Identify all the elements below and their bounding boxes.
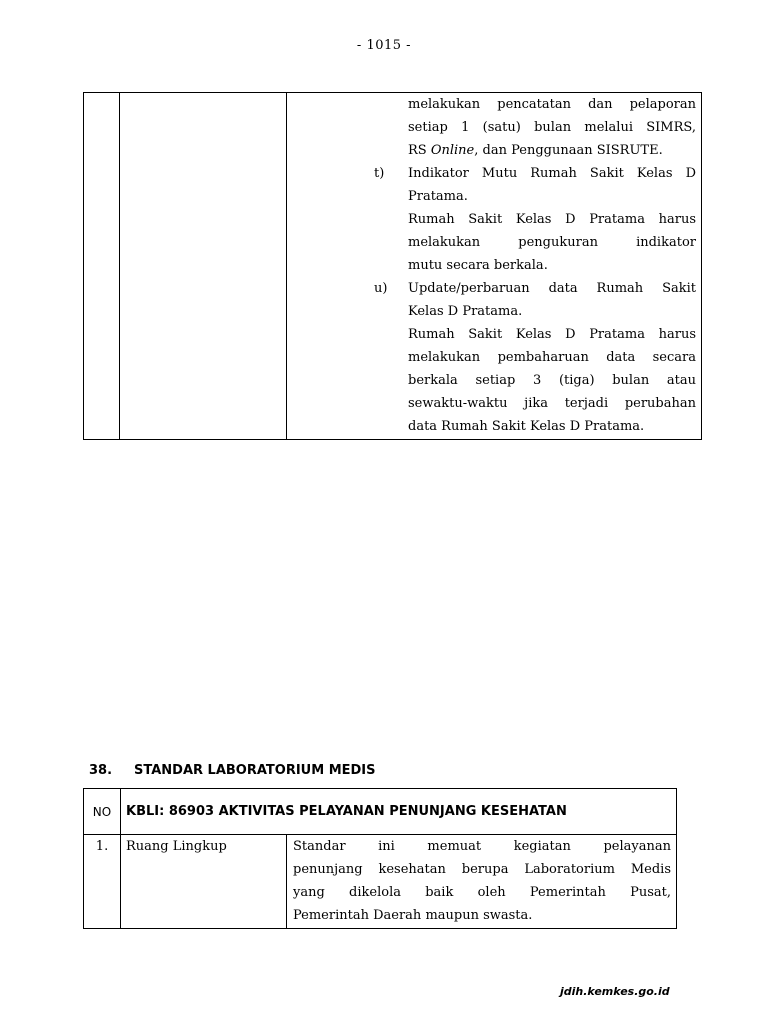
line-text-part: RS <box>408 143 431 158</box>
line-text: melakukan pengukuran indikator <box>408 235 696 250</box>
text-line <box>374 415 696 438</box>
line-text: Rumah Sakit Kelas D Pratama harus <box>408 212 696 227</box>
text-line <box>374 369 696 392</box>
section-heading <box>89 763 376 778</box>
footer-url: jdih.kemkes.go.id <box>560 985 670 998</box>
page-number: - 1015 - <box>356 38 412 53</box>
continuation-table <box>83 92 702 440</box>
section-title: STANDAR LABORATORIUM MEDIS <box>134 763 376 778</box>
list-marker: t) <box>374 166 385 181</box>
line-text: setiap 1 (satu) bulan melalui SIMRS, <box>408 120 696 135</box>
text-line <box>374 139 696 162</box>
line-text: Update/perbaruan data Rumah Sakit <box>408 281 696 296</box>
text-line <box>374 208 696 231</box>
text-line <box>374 392 696 415</box>
list-marker <box>374 231 408 254</box>
list-marker <box>374 93 408 116</box>
list-marker <box>374 346 408 369</box>
text-line <box>374 346 696 369</box>
row-label: Ruang Lingkup <box>126 839 227 854</box>
description-line: yang dikelola baik oleh Pemerintah Pusat, <box>293 885 671 900</box>
text-line <box>374 93 696 116</box>
list-marker <box>374 116 408 139</box>
line-text: Pratama. <box>408 189 468 204</box>
column-divider <box>120 789 121 928</box>
list-marker <box>374 323 408 346</box>
list-marker <box>374 139 408 162</box>
list-marker <box>374 369 408 392</box>
description-line: Standar ini memuat kegiatan pelayanan <box>293 839 671 854</box>
list-marker: u) <box>374 281 388 296</box>
line-text: Kelas D Pratama. <box>408 304 523 319</box>
list-marker <box>374 254 408 277</box>
text-line <box>374 116 696 139</box>
list-marker <box>374 185 408 208</box>
list-marker <box>374 415 408 438</box>
line-text: Rumah Sakit Kelas D Pratama harus <box>408 327 696 342</box>
header-kbli-title: KBLI: 86903 AKTIVITAS PELAYANAN PENUNJANG KESEHATAN <box>126 804 567 819</box>
line-text: data Rumah Sakit Kelas D Pratama. <box>408 419 645 434</box>
section-number: 38. <box>89 763 113 778</box>
line-text <box>408 139 696 162</box>
list-marker <box>374 208 408 231</box>
line-text: berkala setiap 3 (tiga) bulan atau <box>408 373 696 388</box>
column-divider <box>286 93 287 439</box>
header-no: NO <box>92 804 112 819</box>
line-text: melakukan pembaharuan data secara <box>408 350 696 365</box>
description-line: penunjang kesehatan berupa Laboratorium Medis <box>293 862 671 877</box>
line-text: melakukan pencatatan dan pelaporan <box>408 97 696 112</box>
text-line <box>374 323 696 346</box>
row-number: 1. <box>95 839 109 854</box>
standard-table <box>83 788 677 929</box>
description-line: Pemerintah Daerah maupun swasta. <box>293 908 533 923</box>
line-text: Indikator Mutu Rumah Sakit Kelas D <box>408 166 696 181</box>
list-marker <box>374 300 408 323</box>
line-text: mutu secara berkala. <box>408 258 548 273</box>
text-line <box>374 185 696 208</box>
column-divider <box>286 834 287 928</box>
line-text: sewaktu-waktu jika terjadi perubahan <box>408 396 696 411</box>
text-line <box>374 300 696 323</box>
line-text-italic: Online <box>430 143 475 158</box>
text-line <box>374 277 696 300</box>
text-line <box>374 254 696 277</box>
continuation-text <box>374 93 696 438</box>
text-line <box>374 162 696 185</box>
row-description <box>293 835 671 927</box>
text-line <box>374 231 696 254</box>
line-text-part: , dan Penggunaan SISRUTE. <box>474 143 663 158</box>
column-divider <box>119 93 120 439</box>
list-marker <box>374 392 408 415</box>
